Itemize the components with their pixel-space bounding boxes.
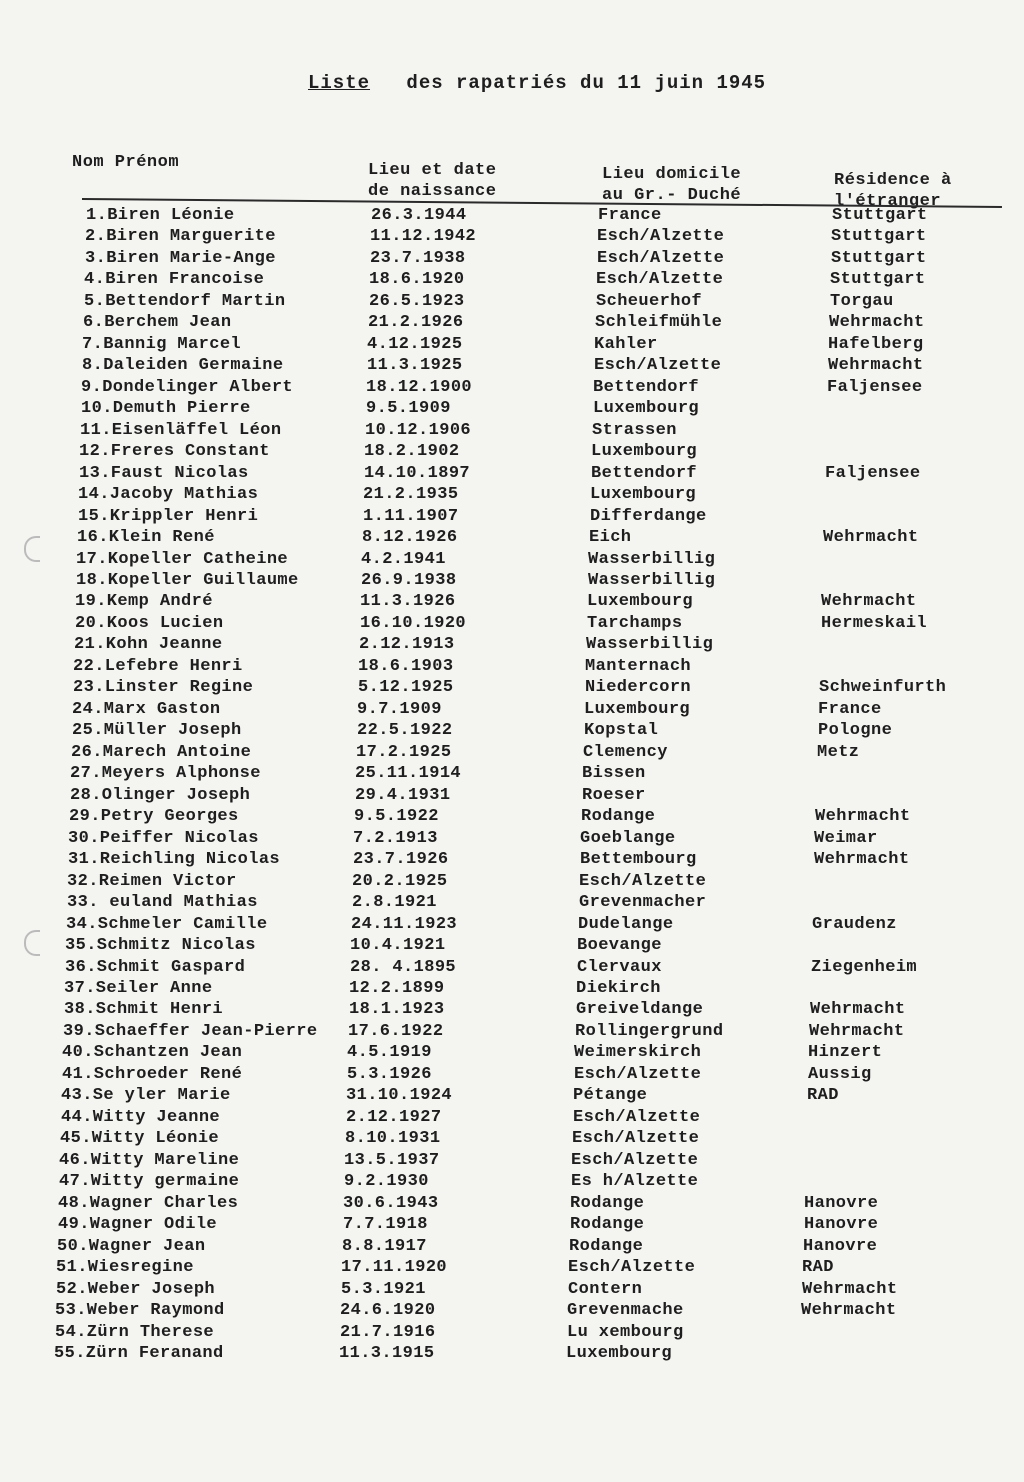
row-birth-date: 23.7.1938	[370, 249, 466, 268]
row-name: 3.Biren Marie-Ange	[85, 249, 276, 268]
row-birth-date: 18.12.1900	[366, 378, 473, 397]
row-domicile: Esch/Alzette	[594, 356, 722, 375]
row-domicile: Esch/Alzette	[579, 872, 707, 891]
header-birth-line2: de naissance	[368, 182, 497, 201]
row-residence: Hanovre	[803, 1237, 878, 1256]
row-domicile: Contern	[568, 1280, 643, 1299]
row-domicile: Rodange	[569, 1237, 644, 1256]
row-name: 12.Freres Constant	[79, 442, 270, 461]
row-residence: Pologne	[818, 721, 893, 740]
row-domicile: Bissen	[582, 764, 646, 783]
row-name: 23.Linster Regine	[73, 678, 254, 697]
row-residence: Wehrmacht	[828, 356, 924, 375]
row-residence: Torgau	[830, 292, 894, 311]
row-domicile: Strassen	[592, 421, 677, 440]
row-name: 44.Witty Jeanne	[61, 1108, 221, 1127]
row-domicile: Esch/Alzette	[568, 1258, 696, 1277]
row-name: 38.Schmit Henri	[64, 1000, 224, 1019]
row-birth-date: 17.2.1925	[356, 743, 452, 762]
row-name: 47.Witty germaine	[59, 1172, 240, 1191]
row-name: 49.Wagner Odile	[58, 1215, 218, 1234]
row-domicile: Rodange	[581, 807, 656, 826]
row-name: 7.Bannig Marcel	[82, 335, 242, 354]
row-domicile: Diekirch	[576, 979, 661, 998]
row-birth-date: 12.2.1899	[349, 979, 445, 998]
row-name: 37.Seiler Anne	[64, 979, 213, 998]
row-name: 52.Weber Joseph	[56, 1280, 216, 1299]
row-name: 11.Eisenläffel Léon	[80, 421, 282, 440]
row-birth-date: 24.6.1920	[340, 1301, 436, 1320]
row-domicile: Bettendorf	[593, 378, 700, 397]
row-birth-date: 11.3.1925	[367, 356, 463, 375]
row-birth-date: 5.3.1921	[341, 1280, 426, 1299]
row-name: 27.Meyers Alphonse	[70, 764, 261, 783]
row-name: 32.Reimen Victor	[67, 872, 237, 891]
row-residence: Graudenz	[812, 915, 897, 934]
row-domicile: Rodange	[570, 1215, 645, 1234]
row-name: 4.Biren Francoise	[84, 270, 265, 289]
row-residence: Wehrmacht	[801, 1301, 897, 1320]
punch-hole-mark	[24, 930, 40, 956]
row-residence: Hanovre	[804, 1194, 879, 1213]
row-name: 8.Daleiden Germaine	[82, 356, 284, 375]
row-name: 21.Kohn Jeanne	[74, 635, 223, 654]
row-domicile: Es h/Alzette	[571, 1172, 699, 1191]
row-name: 50.Wagner Jean	[57, 1237, 206, 1256]
row-birth-date: 26.5.1923	[369, 292, 465, 311]
row-birth-date: 18.6.1920	[369, 270, 465, 289]
row-residence: Stuttgart	[831, 249, 927, 268]
row-residence: Hafelberg	[828, 335, 924, 354]
row-birth-date: 26.3.1944	[371, 206, 467, 225]
row-domicile: Greiveldange	[576, 1000, 704, 1019]
row-birth-date: 23.7.1926	[353, 850, 449, 869]
row-domicile: Boevange	[577, 936, 662, 955]
row-name: 10.Demuth Pierre	[81, 399, 251, 418]
title-word: Liste	[308, 72, 371, 94]
row-residence: Weimar	[814, 829, 878, 848]
row-residence: Hanovre	[804, 1215, 879, 1234]
title-rest: des rapatriés du 11 juin 1945	[406, 72, 767, 94]
row-name: 53.Weber Raymond	[55, 1301, 225, 1320]
row-name: 22.Lefebre Henri	[73, 657, 243, 676]
row-residence: Stuttgart	[832, 206, 928, 225]
row-domicile: Luxembourg	[590, 485, 697, 504]
row-domicile: Esch/Alzette	[573, 1108, 701, 1127]
row-domicile: Goeblange	[580, 829, 676, 848]
row-birth-date: 8.10.1931	[345, 1129, 441, 1148]
row-domicile: Differdange	[590, 507, 707, 526]
row-residence: Wehrmacht	[802, 1280, 898, 1299]
row-domicile: Weimerskirch	[574, 1043, 702, 1062]
row-domicile: Luxembourg	[593, 399, 700, 418]
row-domicile: Kahler	[594, 335, 658, 354]
row-name: 33. euland Mathias	[67, 893, 258, 912]
row-birth-date: 8.12.1926	[362, 528, 458, 547]
punch-hole-mark	[24, 536, 40, 562]
row-birth-date: 9.5.1909	[366, 399, 451, 418]
row-domicile: Kopstal	[584, 721, 659, 740]
row-name: 30.Peiffer Nicolas	[68, 829, 259, 848]
row-name: 16.Klein René	[77, 528, 215, 547]
row-domicile: Grevenmache	[567, 1301, 684, 1320]
row-birth-date: 11.3.1915	[339, 1344, 435, 1363]
row-domicile: Luxembourg	[566, 1344, 673, 1363]
row-birth-date: 31.10.1924	[346, 1086, 453, 1105]
row-birth-date: 11.12.1942	[370, 227, 477, 246]
row-birth-date: 2.12.1913	[359, 635, 455, 654]
row-residence: Wehrmacht	[823, 528, 919, 547]
row-domicile: Lu xembourg	[567, 1323, 684, 1342]
row-birth-date: 20.2.1925	[352, 872, 448, 891]
row-domicile: Schleifmühle	[595, 313, 723, 332]
row-birth-date: 11.3.1926	[360, 592, 456, 611]
row-birth-date: 17.11.1920	[341, 1258, 448, 1277]
row-domicile: Esch/Alzette	[571, 1151, 699, 1170]
row-birth-date: 9.2.1930	[344, 1172, 429, 1191]
header-name-label: Nom Prénom	[72, 153, 180, 172]
row-domicile: Scheuerhof	[596, 292, 703, 311]
row-birth-date: 18.1.1923	[349, 1000, 445, 1019]
row-birth-date: 8.8.1917	[342, 1237, 427, 1256]
row-name: 13.Faust Nicolas	[79, 464, 249, 483]
row-birth-date: 10.4.1921	[350, 936, 446, 955]
row-name: 26.Marech Antoine	[71, 743, 252, 762]
row-domicile: Niedercorn	[585, 678, 692, 697]
row-name: 34.Schmeler Camille	[66, 915, 268, 934]
row-residence: Stuttgart	[831, 227, 927, 246]
row-name: 19.Kemp André	[75, 592, 213, 611]
row-domicile: Bettembourg	[580, 850, 697, 869]
row-name: 6.Berchem Jean	[83, 313, 232, 332]
row-name: 55.Zürn Feranand	[54, 1344, 224, 1363]
row-residence: Wehrmacht	[815, 807, 911, 826]
row-name: 54.Zürn Therese	[55, 1323, 215, 1342]
row-residence: Faljensee	[827, 378, 923, 397]
row-name: 36.Schmit Gaspard	[65, 958, 246, 977]
row-domicile: Esch/Alzette	[572, 1129, 700, 1148]
row-birth-date: 14.10.1897	[364, 464, 471, 483]
row-name: 17.Kopeller Catheine	[76, 550, 289, 569]
row-domicile: Tarchamps	[587, 614, 683, 633]
row-birth-date: 21.2.1935	[363, 485, 459, 504]
row-birth-date: 7.2.1913	[353, 829, 438, 848]
row-birth-date: 5.12.1925	[358, 678, 454, 697]
row-birth-date: 2.12.1927	[346, 1108, 442, 1127]
row-name: 35.Schmitz Nicolas	[65, 936, 256, 955]
header-domicile-line2: au Gr.- Duché	[602, 186, 742, 205]
row-birth-date: 16.10.1920	[360, 614, 467, 633]
row-domicile: Grevenmacher	[579, 893, 707, 912]
row-birth-date: 13.5.1937	[344, 1151, 440, 1170]
row-domicile: Roeser	[582, 786, 646, 805]
row-name: 39.Schaeffer Jean-Pierre	[63, 1022, 318, 1041]
row-residence: Aussig	[808, 1065, 872, 1084]
row-name: 28.Olinger Joseph	[70, 786, 251, 805]
row-name: 46.Witty Mareline	[59, 1151, 240, 1170]
row-domicile: France	[598, 206, 662, 225]
row-domicile: Manternach	[585, 657, 692, 676]
row-domicile: Wasserbillig	[586, 635, 714, 654]
row-domicile: Eich	[589, 528, 632, 547]
row-residence: Wehrmacht	[829, 313, 925, 332]
row-domicile: Rodange	[570, 1194, 645, 1213]
row-residence: Stuttgart	[830, 270, 926, 289]
row-domicile: Wasserbillig	[588, 571, 716, 590]
row-residence: Faljensee	[825, 464, 921, 483]
row-name: 20.Koos Lucien	[75, 614, 224, 633]
row-birth-date: 9.7.1909	[357, 700, 442, 719]
row-domicile: Luxembourg	[591, 442, 698, 461]
row-domicile: Dudelange	[578, 915, 674, 934]
row-name: 24.Marx Gaston	[72, 700, 221, 719]
row-name: 25.Müller Joseph	[72, 721, 242, 740]
row-name: 48.Wagner Charles	[58, 1194, 239, 1213]
row-domicile: Rollingergrund	[575, 1022, 724, 1041]
row-birth-date: 21.7.1916	[340, 1323, 436, 1342]
row-name: 40.Schantzen Jean	[62, 1043, 243, 1062]
row-birth-date: 22.5.1922	[357, 721, 453, 740]
row-birth-date: 24.11.1923	[351, 915, 458, 934]
row-domicile: Wasserbillig	[588, 550, 716, 569]
row-birth-date: 17.6.1922	[348, 1022, 444, 1041]
row-name: 18.Kopeller Guillaume	[76, 571, 299, 590]
row-domicile: Clemency	[583, 743, 668, 762]
row-residence: Hinzert	[808, 1043, 883, 1062]
row-birth-date: 21.2.1926	[368, 313, 464, 332]
row-name: 41.Schroeder René	[62, 1065, 243, 1084]
row-birth-date: 7.7.1918	[343, 1215, 428, 1234]
header-residence-line2: l'étranger	[834, 192, 942, 211]
row-residence: Wehrmacht	[821, 592, 917, 611]
row-domicile: Luxembourg	[587, 592, 694, 611]
row-name: 29.Petry Georges	[69, 807, 239, 826]
row-residence: France	[818, 700, 882, 719]
row-name: 5.Bettendorf Martin	[84, 292, 286, 311]
row-residence: Wehrmacht	[810, 1000, 906, 1019]
row-name: 43.Se yler Marie	[61, 1086, 231, 1105]
row-domicile: Esch/Alzette	[597, 249, 725, 268]
row-domicile: Esch/Alzette	[596, 270, 724, 289]
row-residence: Hermeskail	[821, 614, 928, 633]
row-birth-date: 28. 4.1895	[350, 958, 457, 977]
row-residence: Ziegenheim	[811, 958, 918, 977]
row-name: 14.Jacoby Mathias	[78, 485, 259, 504]
row-name: 2.Biren Marguerite	[85, 227, 276, 246]
row-domicile: Clervaux	[577, 958, 662, 977]
row-domicile: Bettendorf	[591, 464, 698, 483]
row-domicile: Esch/Alzette	[574, 1065, 702, 1084]
row-birth-date: 18.6.1903	[358, 657, 454, 676]
row-birth-date: 4.2.1941	[361, 550, 446, 569]
row-domicile: Esch/Alzette	[597, 227, 725, 246]
row-residence: RAD	[807, 1086, 839, 1105]
row-birth-date: 1.11.1907	[363, 507, 459, 526]
row-residence: Wehrmacht	[814, 850, 910, 869]
row-name: 1.Biren Léonie	[86, 206, 235, 225]
row-birth-date: 4.12.1925	[367, 335, 463, 354]
row-name: 45.Witty Léonie	[60, 1129, 220, 1148]
row-birth-date: 25.11.1914	[355, 764, 462, 783]
row-birth-date: 30.6.1943	[343, 1194, 439, 1213]
row-name: 51.Wiesregine	[56, 1258, 194, 1277]
row-birth-date: 2.8.1921	[352, 893, 437, 912]
row-residence: RAD	[802, 1258, 834, 1277]
row-residence: Metz	[817, 743, 860, 762]
row-residence: Schweinfurth	[819, 678, 947, 697]
row-domicile: Luxembourg	[584, 700, 691, 719]
row-domicile: Pétange	[573, 1086, 648, 1105]
row-birth-date: 4.5.1919	[347, 1043, 432, 1062]
row-name: 31.Reichling Nicolas	[68, 850, 281, 869]
row-birth-date: 26.9.1938	[361, 571, 457, 590]
row-birth-date: 18.2.1902	[364, 442, 460, 461]
row-birth-date: 9.5.1922	[354, 807, 439, 826]
header-residence-line1: Résidence à	[834, 171, 952, 190]
row-birth-date: 10.12.1906	[365, 421, 472, 440]
row-residence: Wehrmacht	[809, 1022, 905, 1041]
header-birth-line1: Lieu et date	[368, 161, 497, 180]
row-name: 15.Krippler Henri	[78, 507, 259, 526]
row-birth-date: 29.4.1931	[355, 786, 451, 805]
row-birth-date: 5.3.1926	[347, 1065, 432, 1084]
row-name: 9.Dondelinger Albert	[81, 378, 294, 397]
header-domicile-line1: Lieu domicile	[602, 165, 742, 184]
